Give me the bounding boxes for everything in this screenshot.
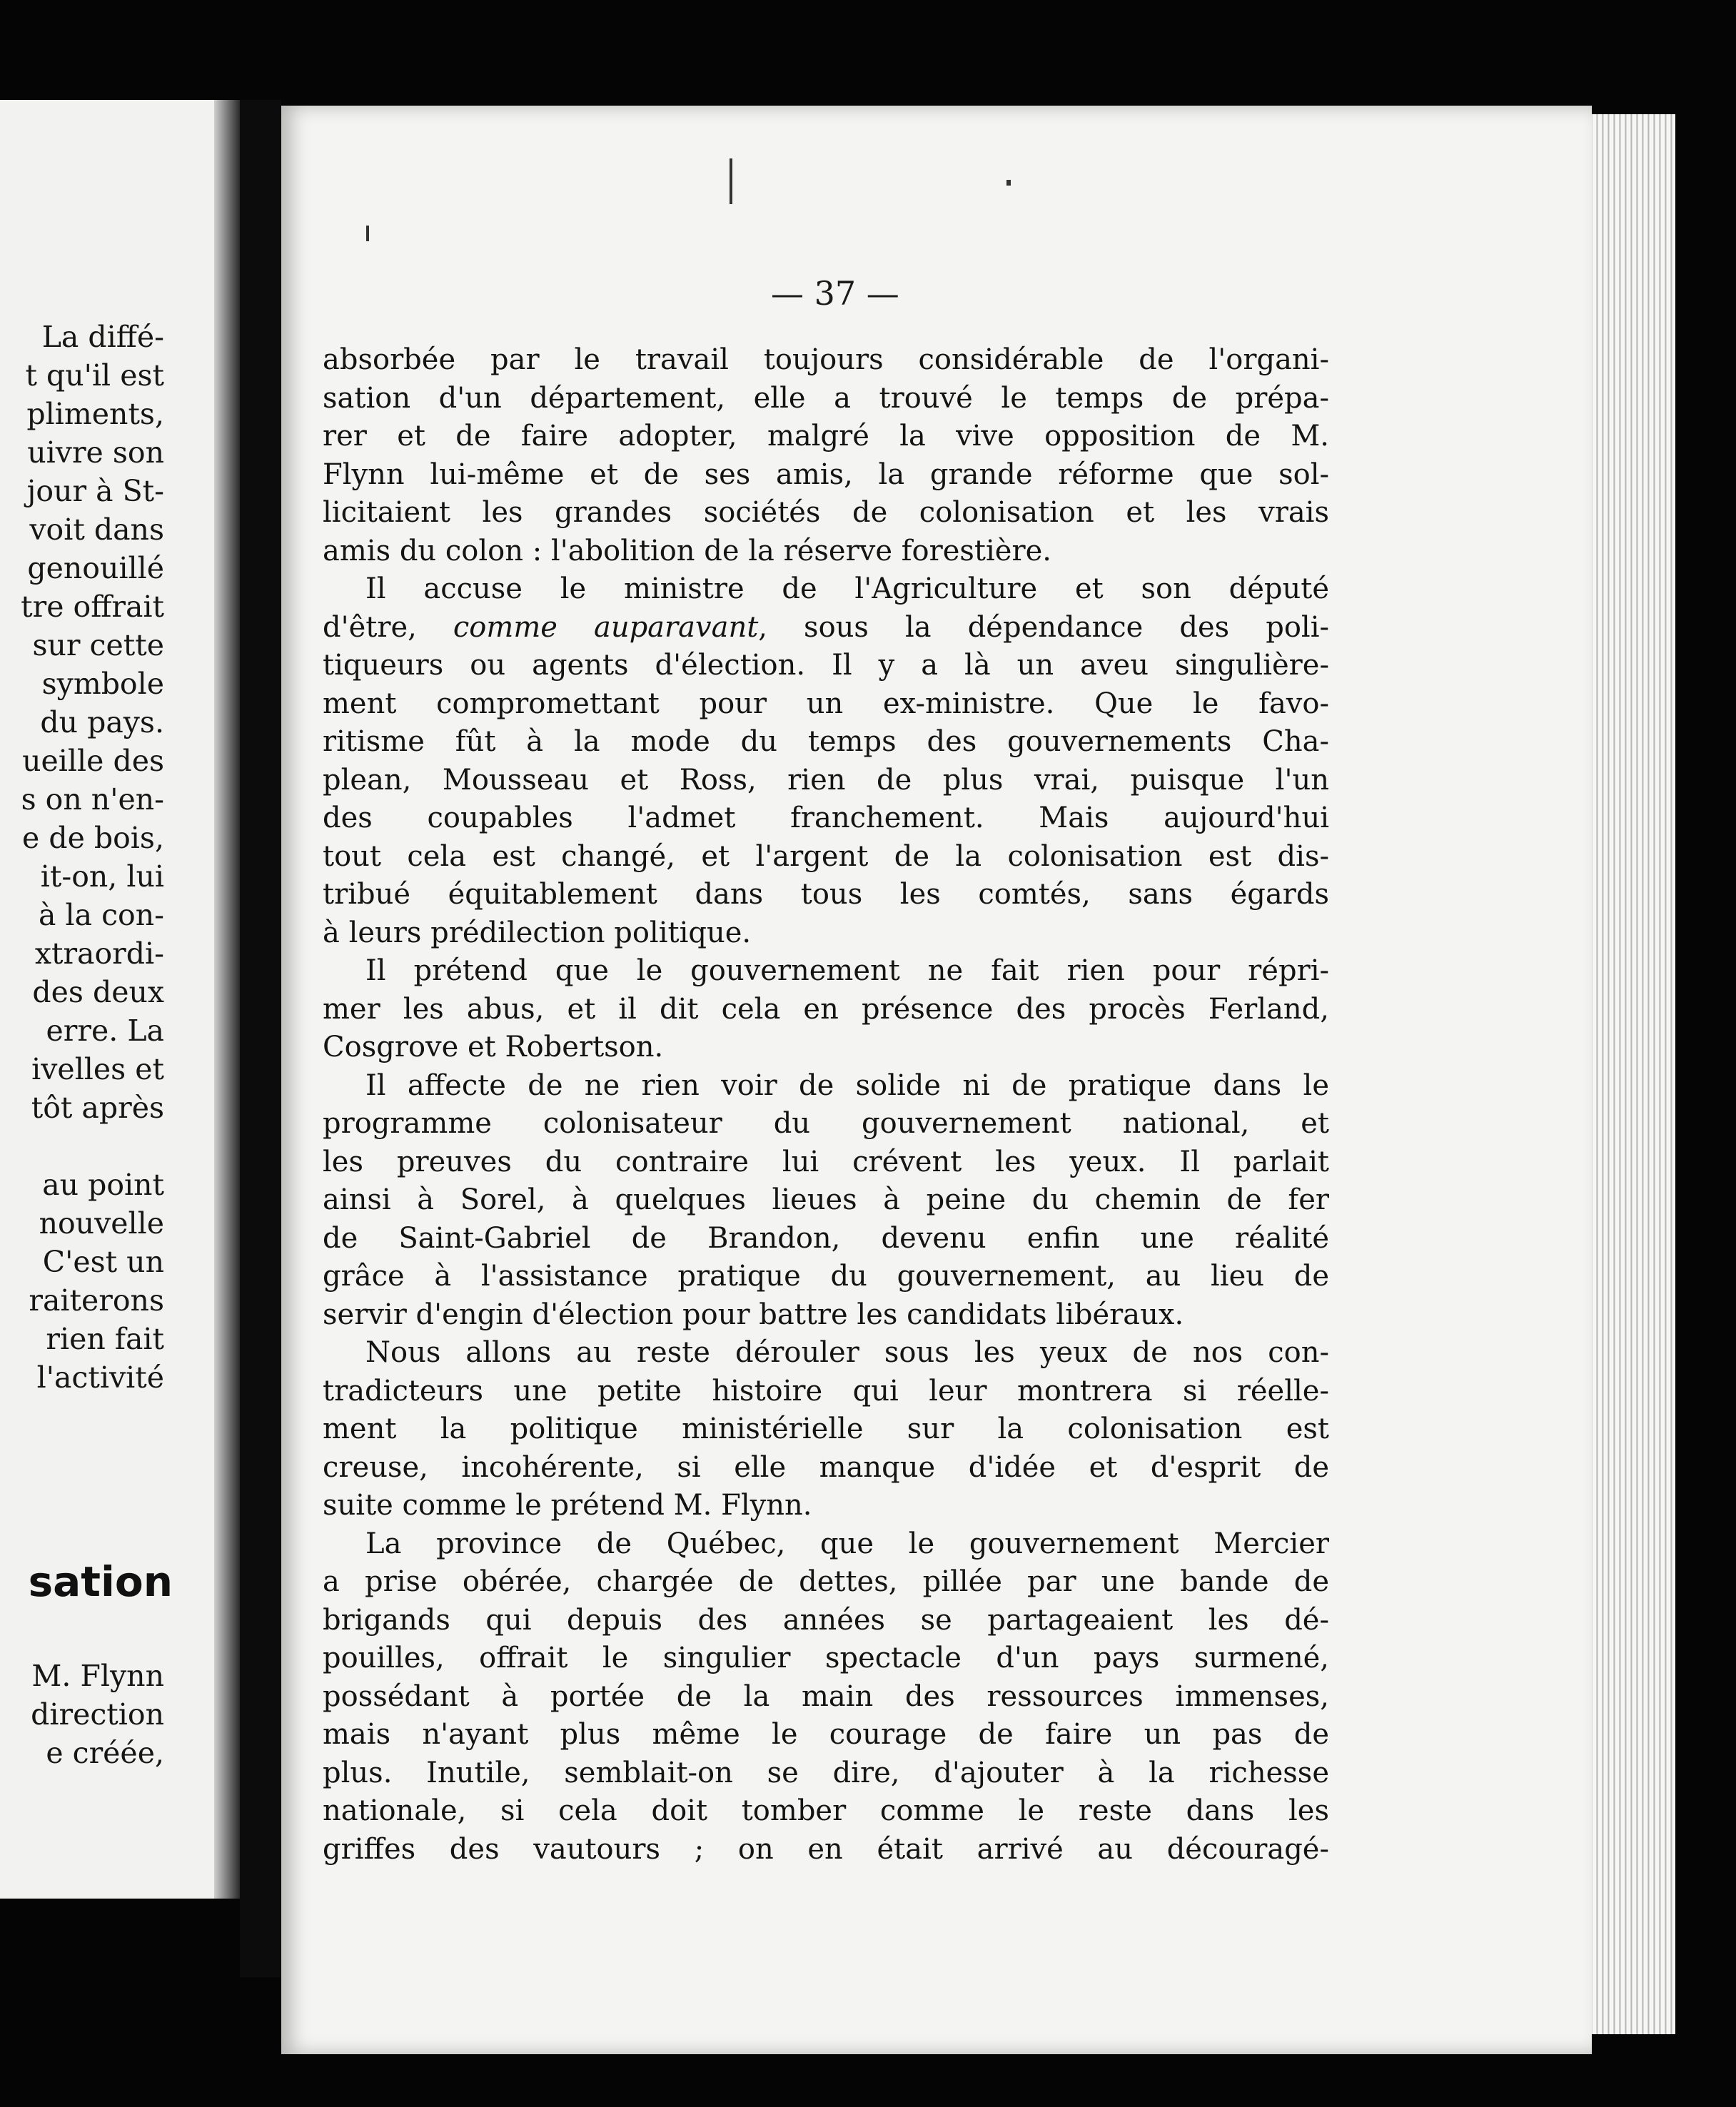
- text-line: suite comme le prétend M. Flynn.: [323, 1489, 812, 1522]
- previous-page: [0, 100, 214, 1899]
- text-line: à leurs prédilection politique.: [323, 916, 752, 949]
- text-line: La province de Québec, que le gouvernement Mercier: [365, 1527, 1329, 1560]
- text-line: tiqueurs ou agents d'élection. Il y a là un aveu singulière-: [323, 649, 1329, 682]
- scan-mark: [1006, 180, 1011, 186]
- left-page-line: it-on, lui: [40, 859, 164, 894]
- emphasized-text: comme auparavant: [453, 610, 759, 644]
- text-line: plus. Inutile, semblait-on se dire, d'ajouter à la richesse: [323, 1756, 1329, 1789]
- left-page-line: s on n'en-: [21, 782, 164, 817]
- text-line: amis du colon : l'abolition de la réserve forestière.: [323, 534, 1051, 567]
- left-page-line: direction: [31, 1697, 164, 1732]
- text-line: plean, Mousseau et Ross, rien de plus vrai, puisque l'un: [323, 763, 1329, 797]
- left-page-line: raiterons: [29, 1283, 164, 1318]
- left-page-line: M. Flynn: [31, 1659, 164, 1693]
- left-page-line: jour à St-: [26, 474, 164, 508]
- text-segment: , sous la dépendance des poli-: [758, 610, 1329, 644]
- text-line: sation d'un département, elle a trouvé le temps de prépa-: [323, 381, 1329, 415]
- scan-mark: [366, 226, 369, 241]
- text-line: pouilles, offrait le singulier spectacle d'un pays surmené,: [323, 1642, 1329, 1674]
- text-line: licitaient les grandes sociétés de colonisation et les vrais: [323, 496, 1329, 529]
- text-line: Nous allons au reste dérouler sous les yeux de nos con-: [365, 1336, 1329, 1369]
- text-line: ment compromettant pour un ex-ministre. Que le favo-: [323, 687, 1329, 720]
- text-line: griffes des vautours ; on en était arrivé au découragé-: [323, 1832, 1329, 1866]
- left-page-line: rien fait: [46, 1322, 164, 1356]
- left-page-line: xtraordi-: [34, 936, 164, 971]
- left-page-line: sur cette: [32, 628, 164, 662]
- left-page-line: genouillé: [27, 551, 164, 585]
- left-page-line: nouvelle: [39, 1206, 164, 1241]
- left-page-line: e créée,: [46, 1736, 164, 1770]
- text-line: [323, 609, 1329, 647]
- left-page-line: pliments,: [26, 397, 164, 431]
- text-line: possédant à portée de la main des ressources immenses,: [323, 1679, 1329, 1713]
- left-page-line: du pays.: [40, 705, 164, 739]
- text-line: ritisme fût à la mode du temps des gouvernements Cha-: [323, 725, 1329, 758]
- text-line: Il prétend que le gouvernement ne fait rien pour répri-: [365, 954, 1329, 987]
- text-line: absorbée par le travail toujours considérable de l'organi-: [323, 343, 1329, 376]
- left-page-line: ueille des: [22, 744, 164, 778]
- text-line: de Saint-Gabriel de Brandon, devenu enfin une réalité: [323, 1221, 1329, 1255]
- left-page-line: au point: [42, 1168, 164, 1202]
- scan-mark: [730, 158, 732, 204]
- text-line: Flynn lui-même et de ses amis, la grande réforme que sol-: [323, 458, 1329, 491]
- left-page-heading: sation: [28, 1557, 173, 1606]
- left-page-line: des deux: [32, 975, 164, 1009]
- text-segment: d'être,: [323, 610, 453, 644]
- left-page-line: uivre son: [27, 435, 164, 470]
- text-line: tradicteurs une petite histoire qui leur montrera si réelle-: [323, 1374, 1329, 1408]
- text-line: rer et de faire adopter, malgré la vive opposition de M.: [323, 420, 1329, 453]
- text-line: Cosgrove et Robertson.: [323, 1031, 664, 1063]
- left-page-line: symbole: [41, 667, 164, 701]
- text-line: mer les abus, et il dit cela en présence des procès Ferland,: [323, 992, 1329, 1026]
- left-page-line: ivelles et: [31, 1052, 164, 1086]
- text-line: tribué équitablement dans tous les comtés, sans égards: [323, 878, 1329, 911]
- left-page-line: erre. La: [46, 1014, 164, 1048]
- text-line: grâce à l'assistance pratique du gouvernement, au lieu de: [323, 1260, 1329, 1293]
- left-page-line: e de bois,: [22, 821, 164, 855]
- left-page-line: C'est un: [42, 1245, 164, 1279]
- left-page-line: t qu'il est: [25, 358, 164, 393]
- text-line: creuse, incohérente, si elle manque d'idée et d'esprit de: [323, 1450, 1329, 1484]
- text-line: brigands qui depuis des années se partageaient les dé-: [323, 1603, 1329, 1637]
- left-page-line: voit dans: [29, 512, 164, 547]
- text-line: ainsi à Sorel, à quelques lieues à peine du chemin de fer: [323, 1183, 1329, 1216]
- text-line: les preuves du contraire lui crévent les yeux. Il parlait: [323, 1145, 1329, 1178]
- text-line: des coupables l'admet franchement. Mais aujourd'hui: [323, 802, 1329, 834]
- book-gutter: [240, 100, 281, 1977]
- text-line: ment la politique ministérielle sur la colonisation est: [323, 1413, 1329, 1445]
- left-page-line: tre offrait: [21, 590, 164, 624]
- text-line: tout cela est changé, et l'argent de la colonisation est dis-: [323, 839, 1329, 873]
- text-line: Il affecte de ne rien voir de solide ni de pratique dans le: [365, 1068, 1329, 1102]
- page-number: — 37 —: [771, 274, 899, 313]
- page-shadow: [214, 100, 240, 1899]
- text-line: servir d'engin d'élection pour battre les candidats libéraux.: [323, 1298, 1184, 1331]
- text-line: Il accuse le ministre de l'Agriculture et son député: [365, 572, 1329, 605]
- left-page-line: La diffé-: [41, 320, 164, 354]
- body-text: [323, 341, 1329, 1869]
- text-line: mais n'ayant plus même le courage de faire un pas de: [323, 1718, 1329, 1751]
- text-line: nationale, si cela doit tomber comme le reste dans les: [323, 1794, 1329, 1827]
- left-page-line: tôt après: [31, 1091, 164, 1125]
- text-line: programme colonisateur du gouvernement national, et: [323, 1107, 1329, 1140]
- left-page-line: l'activité: [36, 1360, 164, 1395]
- left-page-line: à la con-: [39, 898, 164, 932]
- text-line: a prise obérée, chargée de dettes, pillée par une bande de: [323, 1565, 1329, 1598]
